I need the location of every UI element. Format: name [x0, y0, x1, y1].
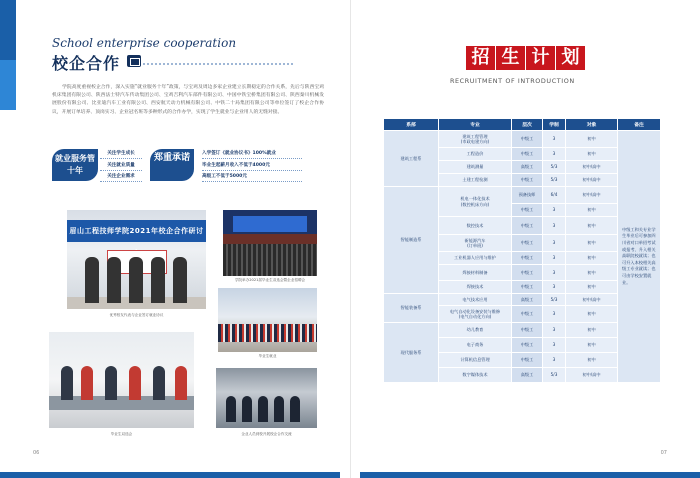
major-cell: 数控技术: [439, 217, 512, 235]
duration-cell: 3: [543, 338, 566, 353]
dept-cell: 智能装备系: [384, 294, 439, 323]
level-cell: 中级工: [512, 131, 543, 148]
target-cell: 初中: [566, 353, 618, 368]
photo-seminar: [67, 210, 206, 309]
pledge-badge: 郑重承诺: [150, 149, 194, 181]
page-number-right: 07: [660, 450, 667, 456]
level-cell: 中级工: [512, 281, 543, 294]
person: [81, 366, 93, 400]
target-cell: 初中: [566, 265, 618, 281]
level-cell: 中级工: [512, 338, 543, 353]
level-cell: 中级工: [512, 252, 543, 265]
major-cell: 数字媒体技术: [439, 368, 512, 383]
level-cell: 中级工: [512, 323, 543, 338]
duration-cell: 6/4: [543, 187, 566, 204]
person: [151, 257, 165, 303]
intro-paragraph: 学院高度重视校企合作，深入实施“就业服务十年”政策，与宝鸡及周边多家企业建立长期稳定的合作关系，先后与陕西宝鸡机床集团有限公司、陕西法士特汽车传动集团公司、宝鸡吉利汽车部件有限公司、中国中铁宝桥集团有限公司、陕西秦川机械发展股份有限公司、比亚迪汽车工业有限公司、西安航天动力机械有限公司、中铁二十局集团有限公司等单位签订了校企合作协议，开展订单培养、顶岗实习、企业冠名班等多种形式的合作办学，实现了学生就业与企业用人的无缝对接。: [52, 85, 324, 115]
section-en-title: School enterprise cooperation: [52, 36, 237, 50]
target-cell: 初中: [566, 252, 618, 265]
col-header: 对象: [566, 119, 618, 131]
col-header: 专业: [439, 119, 512, 131]
duration-cell: 3: [543, 235, 566, 252]
table-header-row: [384, 119, 661, 131]
target-cell: 初中: [566, 204, 618, 217]
major-cell: 建筑测量: [439, 161, 512, 174]
col-header: 备注: [618, 119, 661, 131]
major-cell: 焊接材料制备: [439, 265, 512, 281]
table-body: [384, 131, 661, 383]
target-cell: 初中/高中: [566, 368, 618, 383]
target-cell: 初中/高中: [566, 187, 618, 204]
title-char: 招: [466, 46, 495, 70]
duration-cell: 3: [543, 281, 566, 294]
target-cell: 初中/高中: [566, 174, 618, 187]
target-cell: 初中/高中: [566, 294, 618, 306]
photo-exchange: [216, 368, 317, 428]
target-cell: 初中: [566, 323, 618, 338]
dept-cell: 智能制造系: [384, 187, 439, 294]
person: [61, 366, 73, 400]
person: [226, 396, 236, 422]
recruit-en-title: RECRUITMENT OF INTRODUCTION: [450, 77, 575, 85]
level-cell: 中级工: [512, 148, 543, 161]
dept-cell: 现代服务系: [384, 323, 439, 383]
person: [290, 396, 300, 422]
level-cell: 中级工: [512, 353, 543, 368]
service-item: 关注企业需求: [100, 173, 142, 182]
duration-cell: 3: [543, 323, 566, 338]
person: [153, 366, 165, 400]
dept-cell: 建筑工程系: [384, 131, 439, 187]
duration-cell: 3: [543, 265, 566, 281]
recruit-title: [466, 46, 585, 70]
major-cell: 工业机器人应用与维护: [439, 252, 512, 265]
target-cell: 初中: [566, 235, 618, 252]
person: [107, 257, 121, 303]
col-header: 学制: [543, 119, 566, 131]
service-badge: 就业服务管十年: [52, 149, 98, 181]
person: [85, 257, 99, 303]
table-row: [384, 131, 661, 148]
note-cell: 中级工和关专业学生毕业后可参加四川省对口单招考试或报考、升入相关高职院校就读；也可升入本校相关高级工专业就读；也可由学校安置就业。: [618, 131, 661, 383]
major-cell: 电气自动化设备安装与维修 (电气自动化方向): [439, 306, 512, 323]
major-cell: 焊接技术: [439, 281, 512, 294]
major-cell: 电气技术应用: [439, 294, 512, 306]
level-cell: 中级工: [512, 235, 543, 252]
major-cell: 新能源汽车 (订单班): [439, 235, 512, 252]
photo-caption: 毕业生就业: [258, 354, 277, 358]
title-char: 划: [556, 46, 585, 70]
level-cell: 高级工: [512, 368, 543, 383]
bottom-bar-right: [360, 472, 700, 478]
level-cell: 中级工: [512, 306, 543, 323]
title-char: 计: [526, 46, 555, 70]
duration-cell: 5/3: [543, 161, 566, 174]
duration-cell: 3: [543, 306, 566, 323]
person: [173, 257, 187, 303]
major-cell: 幼儿教育: [439, 323, 512, 338]
photo-job-fair: [49, 332, 194, 428]
photo-caption: 企业人员到校开展校企合作交流: [241, 432, 292, 436]
level-cell: 预备技师: [512, 187, 543, 204]
target-cell: 初中: [566, 217, 618, 235]
photo-auditorium: [223, 210, 317, 276]
person: [129, 366, 141, 400]
section-title: 校企合作: [52, 54, 121, 73]
target-cell: 初中: [566, 338, 618, 353]
col-header: 层次: [512, 119, 543, 131]
duration-cell: 5/3: [543, 174, 566, 187]
duration-cell: 3: [543, 131, 566, 148]
stage: [223, 234, 317, 244]
level-cell: 中级工: [512, 204, 543, 217]
page-number-left: 06: [33, 450, 40, 456]
photo-graduates: [218, 288, 317, 352]
person: [274, 396, 284, 422]
target-cell: 初中: [566, 131, 618, 148]
enrollment-table: [383, 118, 661, 383]
duration-cell: 3: [543, 217, 566, 235]
target-cell: 初中: [566, 281, 618, 294]
bottom-bar-left: [0, 472, 340, 478]
audience: [223, 244, 317, 276]
level-cell: 高级工: [512, 161, 543, 174]
photo-caption: 学院举办2021届毕业生双选会暨企业招聘会: [234, 278, 306, 282]
person: [129, 257, 143, 303]
target-cell: 初中: [566, 306, 618, 323]
left-edge-bar-light: [0, 60, 16, 110]
service-list: [100, 150, 142, 185]
book-icon: [127, 55, 141, 67]
target-cell: 初中: [566, 148, 618, 161]
title-divider: [143, 63, 293, 65]
person: [175, 366, 187, 400]
major-cell: 工程造价: [439, 148, 512, 161]
stage-screen: [233, 216, 307, 232]
duration-cell: 3: [543, 353, 566, 368]
col-header: 系部: [384, 119, 439, 131]
duration-cell: 3: [543, 148, 566, 161]
target-cell: 初中/高中: [566, 161, 618, 174]
level-cell: 中级工: [512, 217, 543, 235]
pledge-item: 毕业生起薪月收入不低于4000元: [202, 162, 302, 171]
level-cell: 中级工: [512, 265, 543, 281]
major-cell: 建筑工程管理 (市政电建方向): [439, 131, 512, 148]
pledge-list: [202, 150, 302, 185]
major-cell: 计算机信息管理: [439, 353, 512, 368]
pledge-item: 入学签订《就业协议书》100%就业: [202, 150, 302, 159]
person: [242, 396, 252, 422]
duration-cell: 3: [543, 204, 566, 217]
duration-cell: 5/3: [543, 294, 566, 306]
duration-cell: 3: [543, 252, 566, 265]
title-char: 生: [496, 46, 525, 70]
duration-cell: 5/3: [543, 368, 566, 383]
pledge-item: 高级工不低于5000元: [202, 173, 302, 182]
student-row: [218, 324, 317, 342]
service-item: 关注学生成长: [100, 150, 142, 159]
person: [105, 366, 117, 400]
major-cell: 土建工程检测: [439, 174, 512, 187]
person: [258, 396, 268, 422]
page-fold: [350, 0, 351, 478]
seminar-banner: 眉山工程技师学院2021年校企合作研讨: [67, 220, 206, 242]
service-item: 关注就业质量: [100, 162, 142, 171]
photo-caption: 毕业生双选会: [110, 432, 133, 436]
level-cell: 中级工: [512, 174, 543, 187]
level-cell: 高级工: [512, 294, 543, 306]
major-cell: 机电一体化技术 (数控机床方向): [439, 187, 512, 217]
left-edge-bar: [0, 0, 16, 60]
major-cell: 电子商务: [439, 338, 512, 353]
photo-caption: 优秀校友代表与企业签订就业协议: [109, 313, 164, 317]
